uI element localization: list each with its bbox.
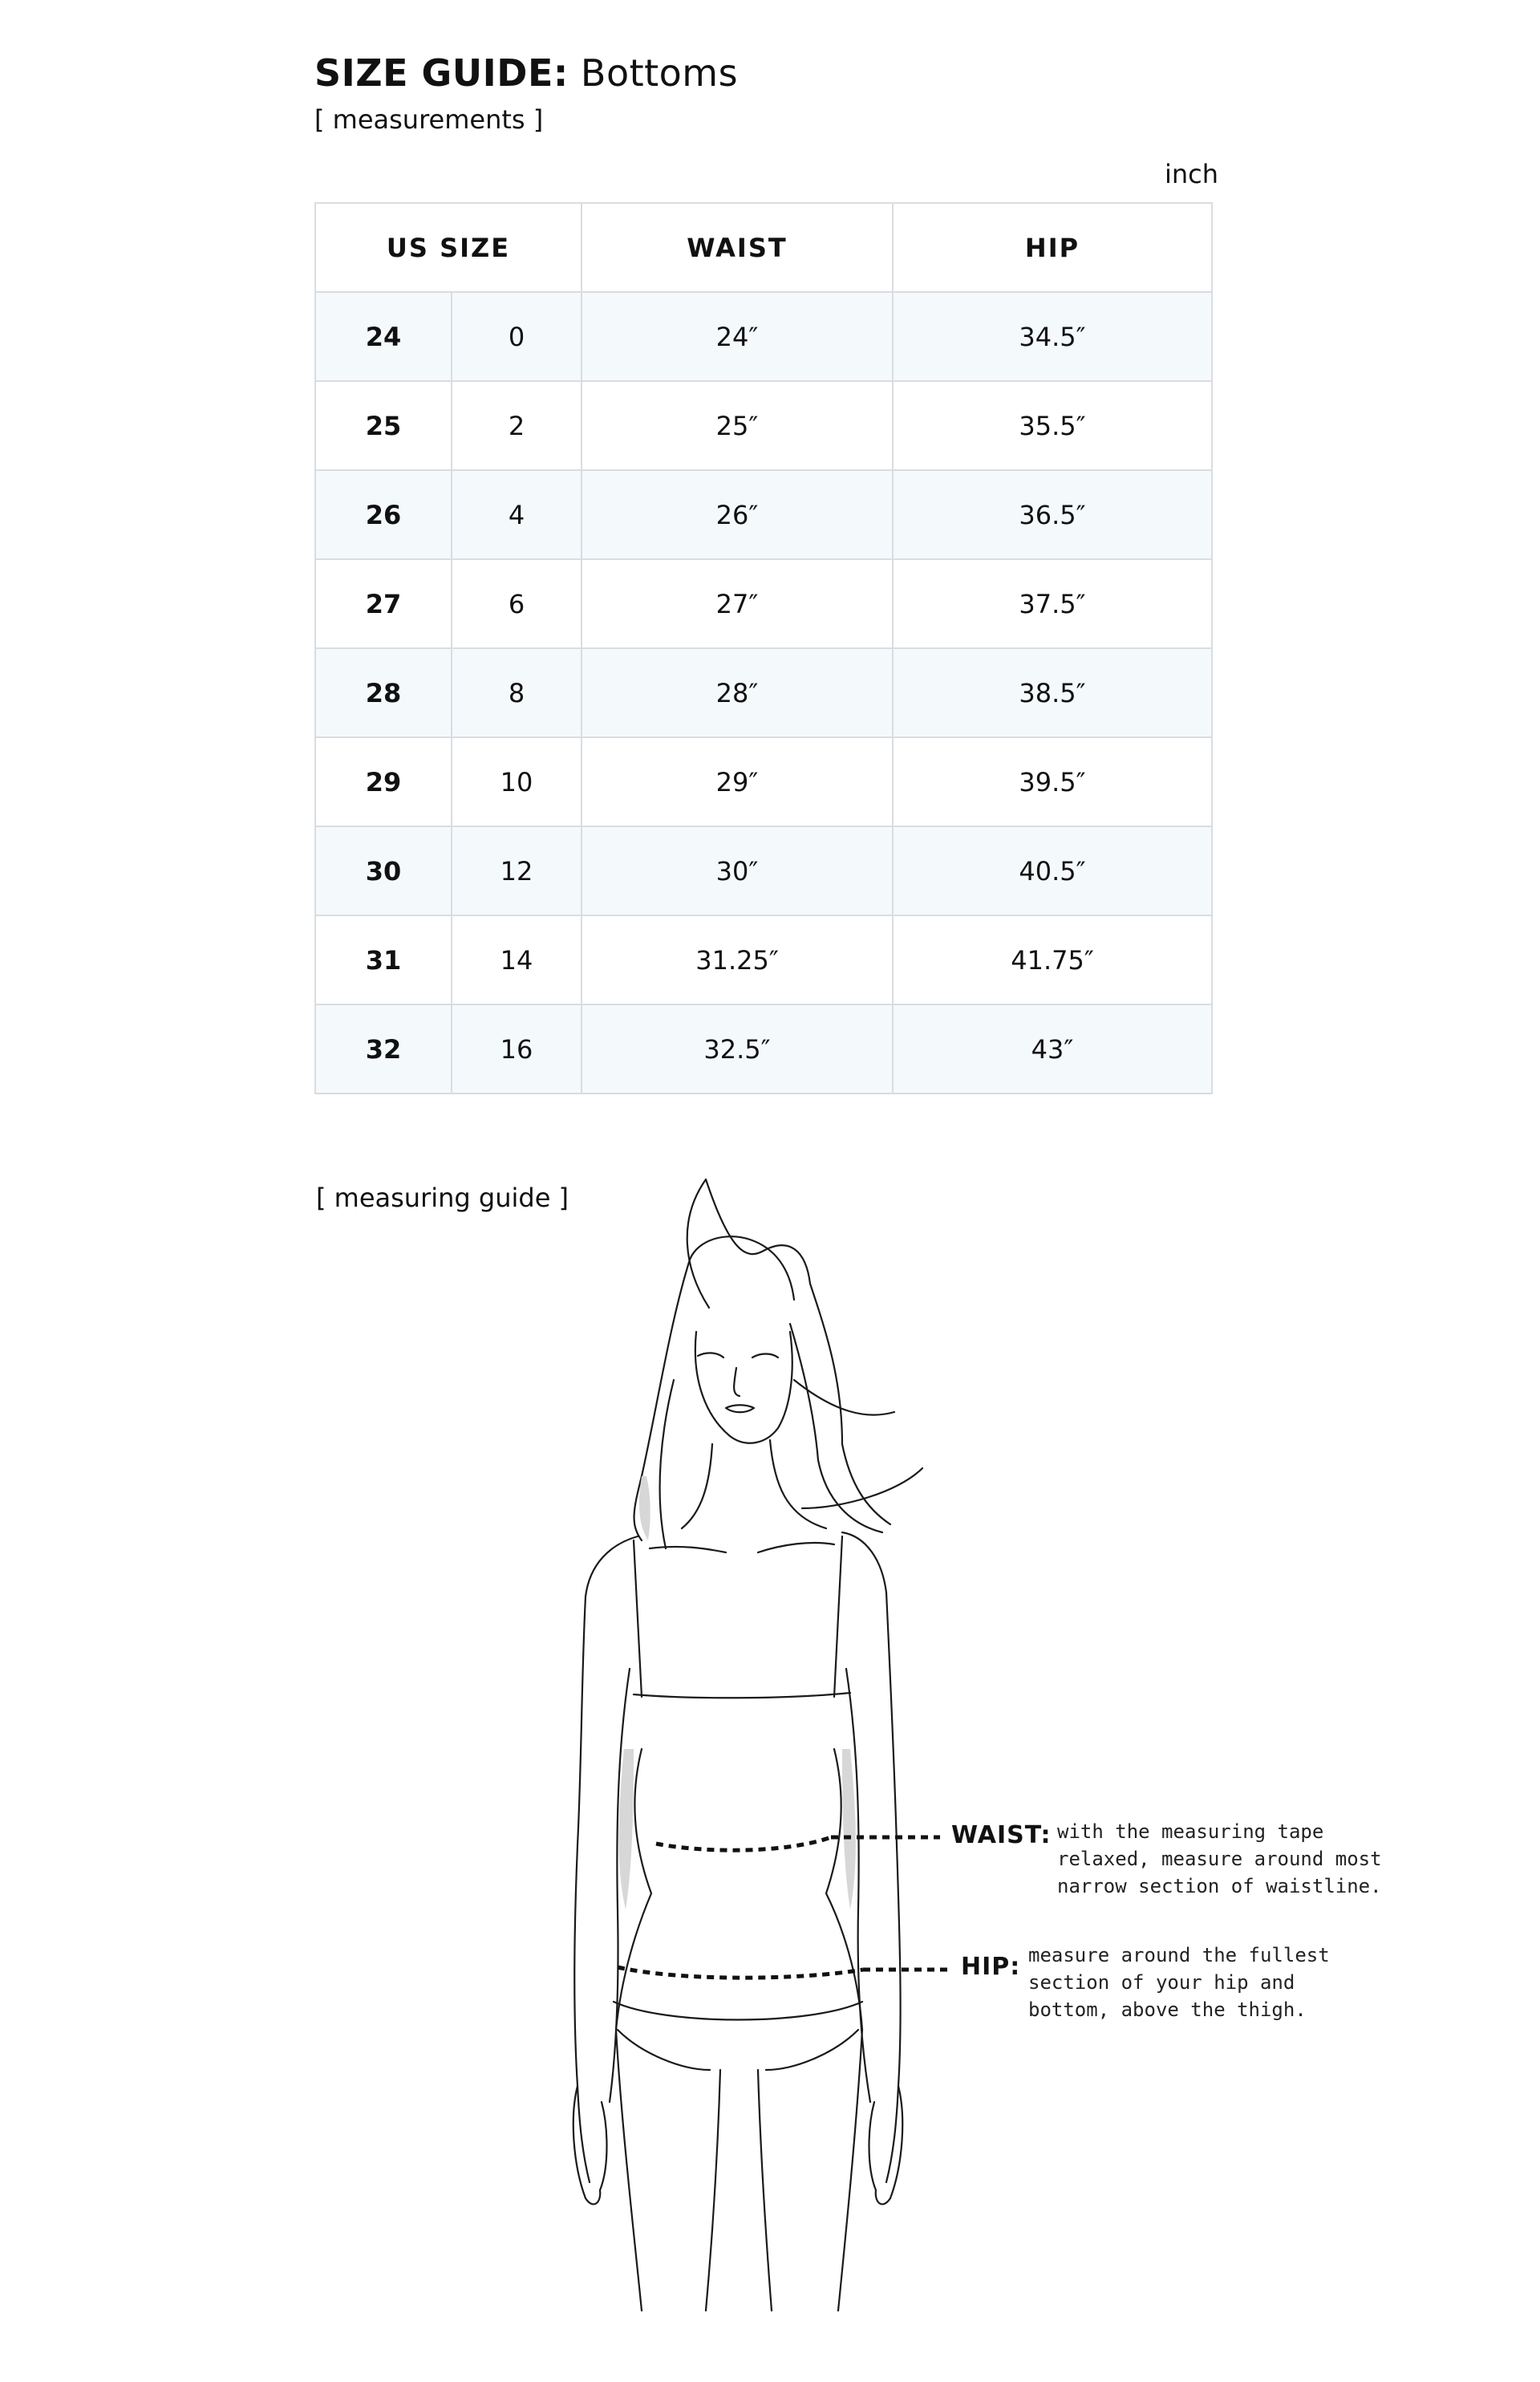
hair-right-strand (790, 1324, 882, 1532)
shoulder-left (586, 1536, 638, 1597)
briefs-right (766, 2030, 858, 2070)
leg-right-inner (758, 2070, 772, 2311)
strap-right (834, 1536, 842, 1697)
hip-line (618, 1967, 863, 1978)
header-hip: HIP (893, 203, 1212, 292)
hair-left-inner (660, 1380, 674, 1548)
cell-size: 32 (315, 1004, 452, 1094)
mouth (726, 1405, 754, 1412)
top-neckline (634, 1693, 850, 1698)
cell-hip: 34.5″ (893, 292, 1212, 381)
hair-flow-2 (802, 1468, 922, 1508)
cell-waist: 29″ (582, 737, 893, 826)
shoulder-right (842, 1532, 886, 1593)
briefs-left (618, 2030, 710, 2070)
collarbone-right (758, 1543, 834, 1552)
cell-waist: 25″ (582, 381, 893, 470)
cell-numeric-size: 6 (452, 559, 582, 648)
shade-left (619, 1749, 634, 1909)
cell-size: 25 (315, 381, 452, 470)
cell-numeric-size: 4 (452, 470, 582, 559)
leg-left-outer (616, 2030, 642, 2311)
cell-size: 24 (315, 292, 452, 381)
cell-numeric-size: 8 (452, 648, 582, 737)
leg-left-inner (706, 2070, 720, 2311)
title-category: Bottoms (580, 51, 739, 95)
waist-description: with the measuring tape relaxed, measure around most narrow section of waistline. (1057, 1820, 1382, 1897)
header-us-size: US SIZE (315, 203, 582, 292)
cell-waist: 26″ (582, 470, 893, 559)
eye-right (752, 1354, 778, 1358)
cell-hip: 38.5″ (893, 648, 1212, 737)
cell-size: 26 (315, 470, 452, 559)
cell-hip: 36.5″ (893, 470, 1212, 559)
shade-right (842, 1749, 856, 1909)
measuring-guide-label: [ measuring guide ] (316, 1183, 569, 1213)
collarbone-left (650, 1547, 726, 1552)
cell-hip: 40.5″ (893, 826, 1212, 915)
arm-right-outer (886, 1593, 901, 2182)
header-waist: WAIST (582, 203, 893, 292)
cell-numeric-size: 12 (452, 826, 582, 915)
cell-waist: 30″ (582, 826, 893, 915)
cell-size: 29 (315, 737, 452, 826)
leg-right-outer (838, 2030, 862, 2311)
cell-size: 27 (315, 559, 452, 648)
cell-waist: 31.25″ (582, 915, 893, 1004)
cell-hip: 43″ (893, 1004, 1212, 1094)
cell-hip: 41.75″ (893, 915, 1212, 1004)
cell-waist: 28″ (582, 648, 893, 737)
cell-numeric-size: 10 (452, 737, 582, 826)
cell-hip: 35.5″ (893, 381, 1212, 470)
cell-numeric-size: 14 (452, 915, 582, 1004)
cell-numeric-size: 0 (452, 292, 582, 381)
unit-label: inch (1165, 159, 1219, 189)
cell-waist: 24″ (582, 292, 893, 381)
hip-label: HIP: (961, 1953, 1021, 1981)
hip-description: measure around the fullest section of your hip and bottom, above the thigh. (1028, 1944, 1330, 2021)
waist-label: WAIST: (951, 1821, 1052, 1849)
cell-hip: 37.5″ (893, 559, 1212, 648)
nose (734, 1368, 740, 1396)
hair-outline (687, 1179, 890, 1524)
waist-line (656, 1837, 831, 1850)
cell-size: 30 (315, 826, 452, 915)
briefs-top (614, 2002, 862, 2020)
measurements-subtitle: [ measurements ] (314, 104, 544, 135)
cell-size: 28 (315, 648, 452, 737)
neck-left (682, 1444, 712, 1528)
cell-numeric-size: 16 (452, 1004, 582, 1094)
arm-left-outer (574, 1597, 590, 2182)
eye-left (698, 1353, 723, 1357)
cell-size: 31 (315, 915, 452, 1004)
cell-waist: 27″ (582, 559, 893, 648)
cell-waist: 32.5″ (582, 1004, 893, 1094)
cell-numeric-size: 2 (452, 381, 582, 470)
title-prefix: SIZE GUIDE: (314, 51, 569, 95)
shade-hair (639, 1476, 650, 1540)
face-outline (695, 1332, 792, 1443)
strap-left (634, 1540, 642, 1697)
cell-hip: 39.5″ (893, 737, 1212, 826)
